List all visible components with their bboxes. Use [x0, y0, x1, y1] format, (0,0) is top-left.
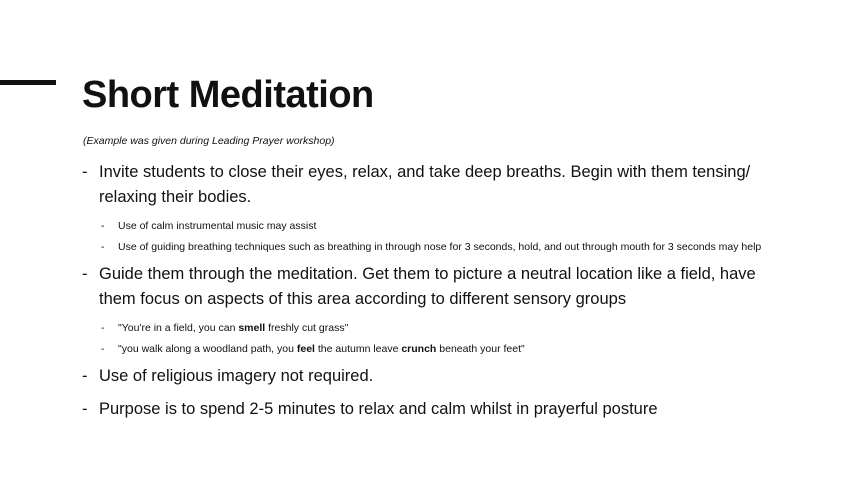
- sub-bullet-text: Use of guiding breathing techniques such as breathing in through nose for 3 seconds, hold, and out through mouth for 3 seconds may help: [118, 241, 762, 253]
- sub-bullet-text: Use of calm instrumental music may assist: [118, 220, 317, 232]
- sub-bullet-text-emphasis: crunch: [401, 343, 437, 355]
- sub-bullet-item: [82, 239, 782, 256]
- sub-bullet-item: [82, 341, 782, 358]
- sub-bullet-text-part: freshly cut grass": [265, 322, 349, 334]
- sub-bullet-text-emphasis: feel: [296, 343, 315, 355]
- bullet-item: [82, 262, 782, 312]
- sub-bullet-text-emphasis: smell: [238, 322, 266, 334]
- bullet-text: Use of religious imagery not required.: [99, 367, 374, 385]
- sub-bullet-text-part: "You're in a field, you can: [118, 322, 239, 334]
- bullet-item: [82, 397, 782, 422]
- bullet-item: [82, 160, 782, 210]
- bullet-text: Guide them through the meditation. Get them to picture a neutral location like a field, have them focus on aspects of this area according to different sensory groups: [99, 265, 756, 308]
- bullet-dash: -: [82, 400, 88, 418]
- bullet-dash: -: [101, 241, 105, 253]
- sub-bullet-list: [82, 320, 782, 358]
- bullet-dash: -: [82, 265, 88, 283]
- bullet-text: Purpose is to spend 2-5 minutes to relax and calm whilst in prayerful posture: [99, 400, 658, 418]
- bullet-dash: -: [101, 220, 105, 232]
- accent-bar: [0, 80, 56, 85]
- bullet-text: Invite students to close their eyes, relax, and take deep breaths. Begin with them tensing/ relaxing their bodies.: [99, 163, 751, 206]
- bullet-dash: -: [101, 322, 105, 334]
- sub-bullet-text-part: "you walk along a woodland path, you: [118, 343, 297, 355]
- sub-bullet-text-part: the autumn leave: [314, 343, 402, 355]
- sub-bullet-item: [82, 320, 782, 337]
- slide-title: Short Meditation: [82, 74, 374, 116]
- sub-bullet-text-part: beneath your feet": [436, 343, 525, 355]
- bullet-dash: -: [82, 367, 88, 385]
- bullet-list: [82, 160, 782, 430]
- sub-bullet-item: [82, 218, 782, 235]
- bullet-dash: -: [101, 343, 105, 355]
- bullet-item: [82, 364, 782, 389]
- slide-subtitle: (Example was given during Leading Prayer workshop): [83, 135, 335, 147]
- sub-bullet-list: [82, 218, 782, 256]
- bullet-dash: -: [82, 163, 88, 181]
